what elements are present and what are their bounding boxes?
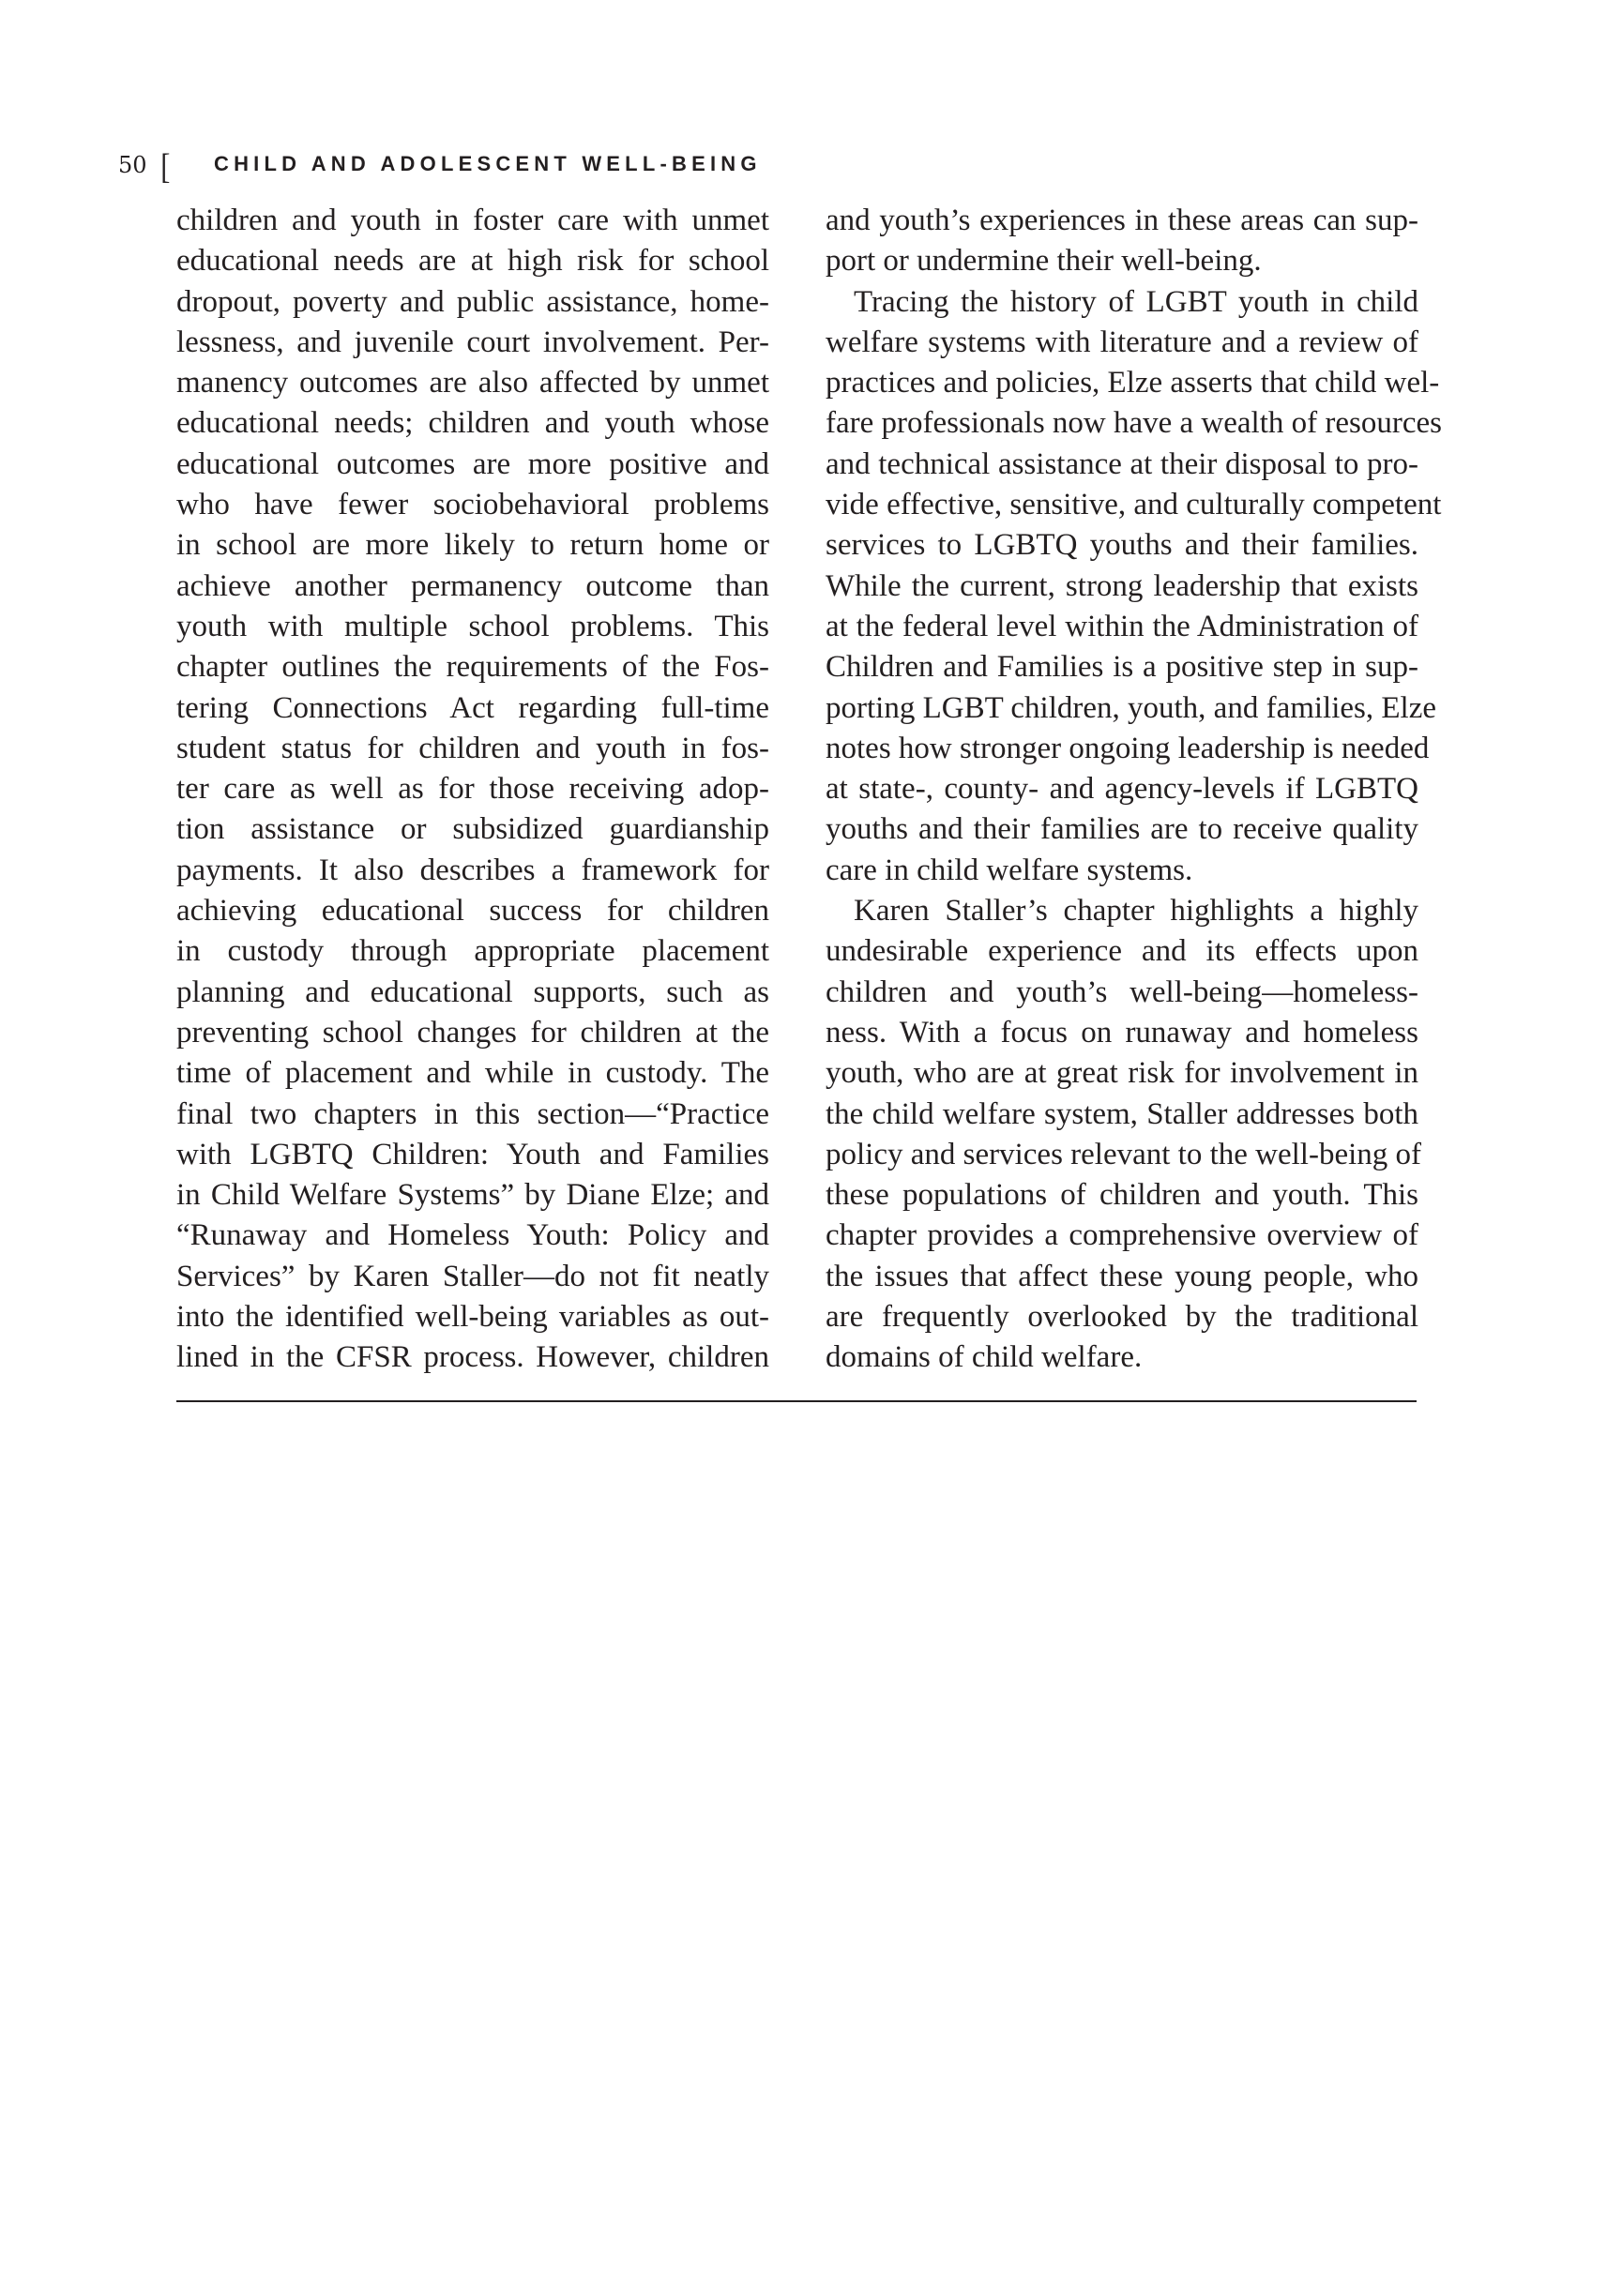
text-line: undesirable experience and its effects upon (826, 934, 1418, 969)
running-title: CHILD AND ADOLESCENT WELL-BEING (214, 152, 762, 175)
text-line: final two chapters in this section—“Practice (176, 1096, 769, 1131)
text-line: in Child Welfare Systems” by Diane Elze; and (176, 1178, 769, 1213)
text-line: youths and their families are to receive quality (826, 812, 1418, 847)
text-line: who have fewer sociobehavioral problems (176, 488, 769, 522)
text-line: youth, who are at great risk for involvement in (826, 1056, 1418, 1091)
text-line: ter care as well as for those receiving adop- (176, 772, 769, 807)
text-line: at state-, county- and agency-levels if LGBTQ (826, 772, 1418, 807)
text-line: domains of child welfare. (826, 1340, 1143, 1375)
text-line: in school are more likely to return home or (176, 528, 769, 563)
text-line: time of placement and while in custody. The (176, 1056, 769, 1091)
text-line: with LGBTQ Children: Youth and Families (176, 1137, 769, 1171)
text-line: at the federal level within the Administration of (826, 609, 1418, 643)
text-line: youth with multiple school problems. This (176, 609, 769, 643)
bracket-ornament: [ (160, 147, 171, 187)
text-line: Services” by Karen Staller—do not fit neatly (176, 1259, 769, 1293)
text-line: porting LGBT children, youth, and families, Elze (826, 690, 1436, 725)
text-line: lined in the CFSR process. However, children (176, 1340, 769, 1375)
text-line: practices and policies, Elze asserts that child wel- (826, 366, 1440, 400)
text-line: children and youth in foster care with unmet (176, 204, 769, 237)
paragraph-start-line: Tracing the history of LGBT youth in child (854, 284, 1418, 319)
text-line: are frequently overlooked by the traditional (826, 1300, 1418, 1335)
paragraph-start-line: Karen Staller’s chapter highlights a highly (854, 894, 1418, 929)
left-column (176, 201, 769, 1379)
text-line: lessness, and juvenile court involvement. Per- (176, 325, 769, 359)
text-line: chapter provides a comprehensive overview of (826, 1218, 1418, 1253)
text-line: planning and educational supports, such as (176, 974, 769, 1009)
bottom-rule-divider (176, 1400, 1417, 1402)
text-line: achieving educational success for children (176, 894, 769, 929)
text-line: educational needs; children and youth whose (176, 406, 769, 441)
text-line: these populations of children and youth. This (826, 1178, 1418, 1213)
text-line: in custody through appropriate placement (176, 934, 769, 969)
text-line: manency outcomes are also affected by unmet (176, 366, 769, 400)
text-line: educational needs are at high risk for school (176, 244, 769, 279)
text-line: children and youth’s well-being—homeless- (826, 974, 1418, 1009)
text-line: While the current, strong leadership that exists (826, 568, 1418, 603)
text-line: ness. With a focus on runaway and homeless (826, 1015, 1418, 1050)
text-line: dropout, poverty and public assistance, home- (176, 284, 769, 319)
text-line: port or undermine their well-being. (826, 244, 1262, 279)
text-line: student status for children and youth in fos- (176, 731, 769, 765)
page-number: 50 (118, 152, 147, 178)
text-line: welfare systems with literature and a review of (826, 325, 1418, 359)
text-line: chapter outlines the requirements of the Fos- (176, 650, 769, 685)
text-line: into the identified well-being variables as out- (176, 1300, 769, 1335)
right-column (826, 201, 1442, 1379)
text-line: Children and Families is a positive step in sup- (826, 650, 1418, 685)
text-line: care in child welfare systems. (826, 853, 1193, 887)
text-line: and technical assistance at their disposal to pro- (826, 446, 1418, 481)
text-line: preventing school changes for children at the (176, 1015, 769, 1050)
running-head (0, 148, 1607, 186)
text-line: and youth’s experiences in these areas can sup- (826, 204, 1418, 237)
text-line: payments. It also describes a framework for (176, 853, 769, 887)
text-line: educational outcomes are more positive and (176, 446, 769, 481)
text-line: the issues that affect these young people, who (826, 1259, 1418, 1293)
text-line: tion assistance or subsidized guardianship (176, 812, 769, 847)
text-line: policy and services relevant to the well-being of (826, 1137, 1422, 1171)
text-line: achieve another permanency outcome than (176, 568, 769, 603)
text-line: tering Connections Act regarding full-time (176, 690, 769, 725)
text-line: vide effective, sensitive, and culturally competent (826, 488, 1442, 522)
text-line: notes how stronger ongoing leadership is needed (826, 731, 1430, 765)
text-line: “Runaway and Homeless Youth: Policy and (176, 1218, 769, 1253)
text-line: services to LGBTQ youths and their families. (826, 528, 1418, 563)
text-line: fare professionals now have a wealth of resources (826, 406, 1442, 441)
text-line: the child welfare system, Staller addresses both (826, 1096, 1418, 1131)
